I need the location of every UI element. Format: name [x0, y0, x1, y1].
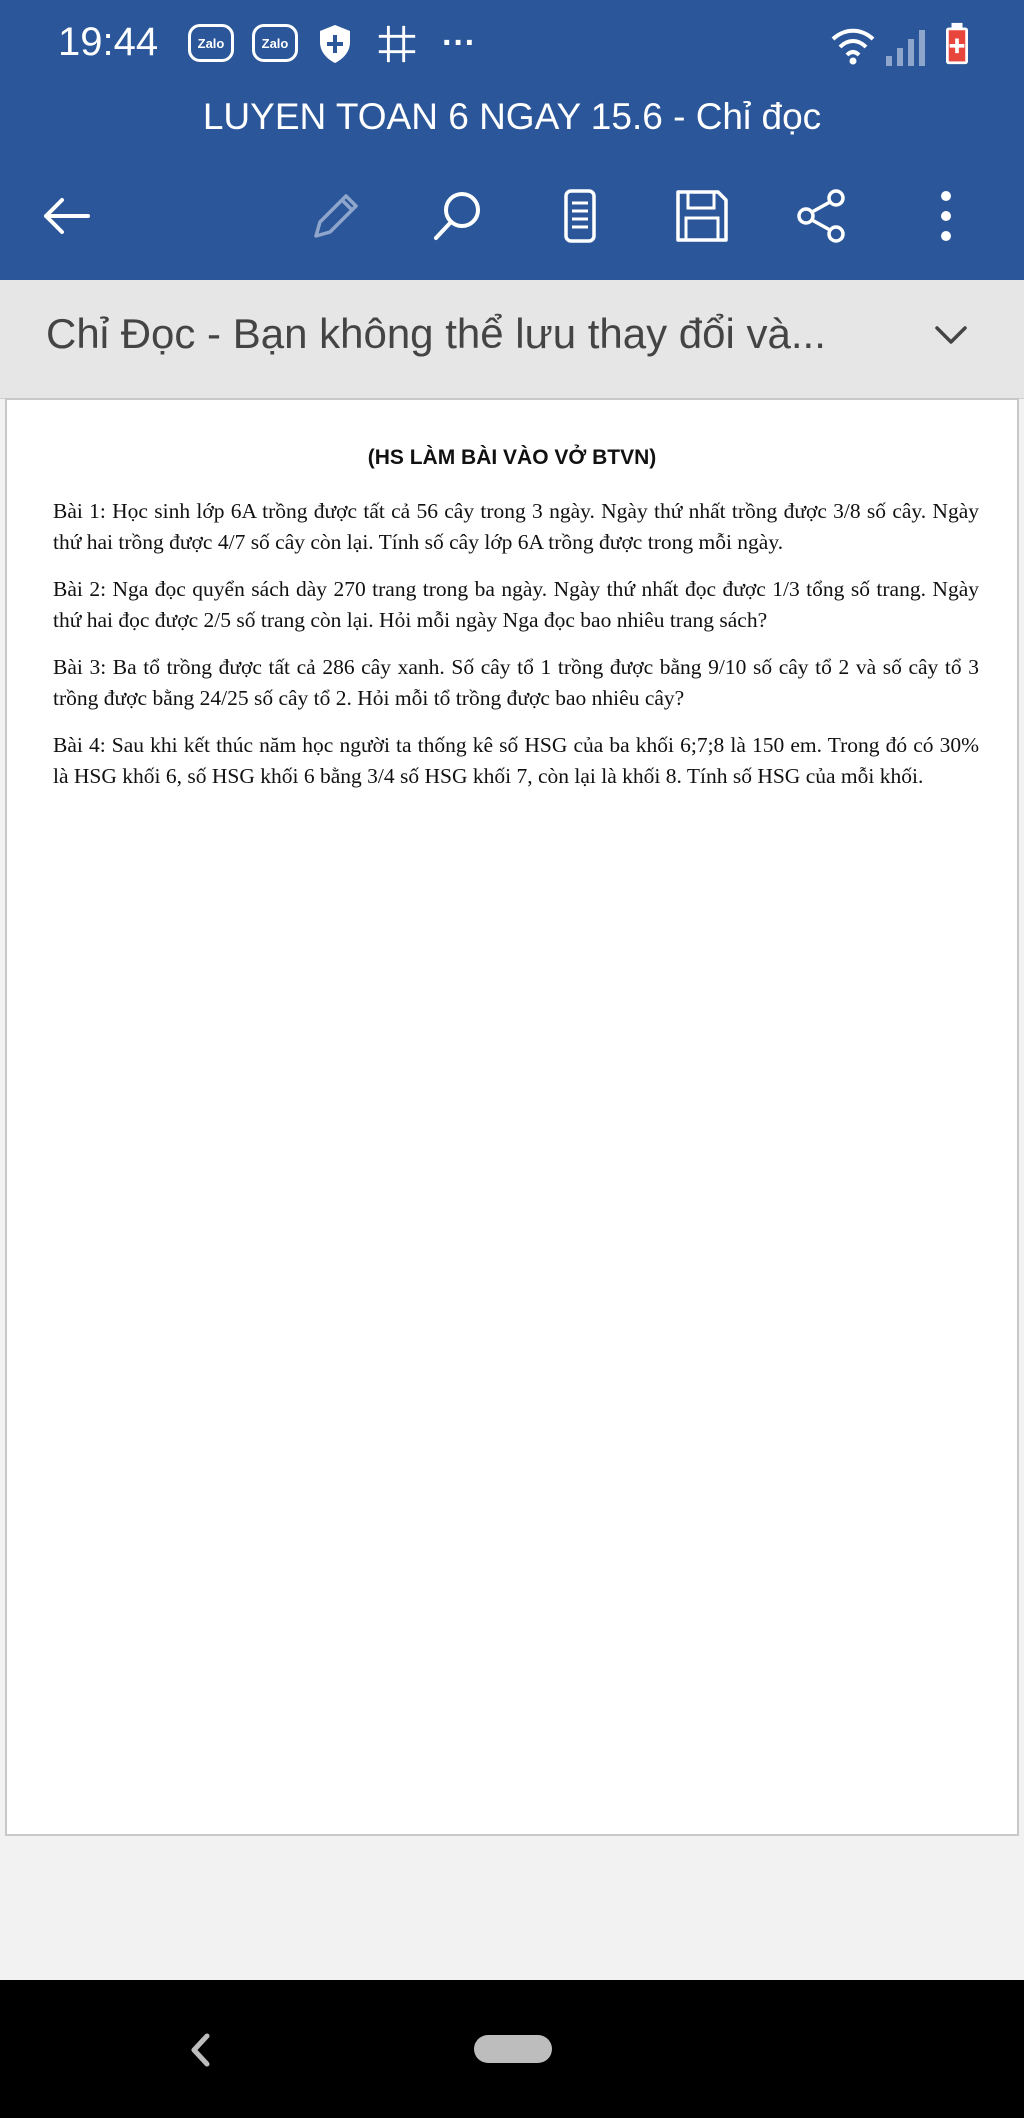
search-button[interactable]	[426, 184, 490, 248]
more-notifications-icon: ···	[442, 24, 476, 62]
shield-icon	[316, 22, 354, 66]
save-button[interactable]	[670, 184, 734, 248]
more-vertical-icon	[916, 186, 976, 246]
reading-view-icon	[550, 186, 610, 246]
system-navigation-bar	[0, 1980, 1024, 2118]
document-page[interactable]	[5, 398, 1019, 1836]
nav-home-pill[interactable]	[474, 2035, 552, 2063]
share-icon	[792, 186, 852, 246]
zalo-notification-icon: Zalo	[252, 24, 298, 62]
exercise-4: Bài 4: Sau khi kết thúc năm học người ta thống kê số HSG của ba khối 6;7;8 là 150 em. Trong đó có 30% là HSG khối 6, số HSG khối 6 bằng 3/4 số HSG khối 7, còn lại là khối 8. Tính số HSG của mỗi khối.	[53, 733, 979, 788]
signal-icon	[884, 26, 928, 70]
app-bar	[0, 0, 1024, 280]
back-arrow-icon	[36, 186, 96, 246]
status-time: 19:44	[58, 20, 159, 64]
read-only-message: Chỉ Đọc - Bạn không thể lưu thay đổi và...	[46, 310, 826, 357]
document-title: LUYEN TOAN 6 NGAY 15.6 - Chỉ đọc	[202, 96, 822, 137]
hashtag-grid-icon	[374, 22, 420, 66]
wifi-icon	[830, 24, 876, 68]
edit-pencil-icon	[304, 186, 364, 246]
search-icon	[428, 186, 488, 246]
status-bar	[0, 0, 1024, 92]
share-button[interactable]	[790, 184, 854, 248]
edit-button[interactable]	[302, 184, 366, 248]
toolbar	[0, 170, 1024, 260]
exercise-2: Bài 2: Nga đọc quyển sách dày 270 trang trong ba ngày. Ngày thứ nhất đọc được 1/3 tổng số trang. Ngày thứ hai đọc được 2/5 số trang còn lại. Hỏi mỗi ngày Nga đọc bao nhiêu trang sách?	[53, 577, 979, 632]
document-heading: (HS LÀM BÀI VÀO VỞ BTVN)	[367, 446, 657, 469]
zalo-notification-icon: Zalo	[188, 24, 234, 62]
exercise-1: Bài 1: Học sinh lớp 6A trồng được tất cả 56 cây trong 3 ngày. Ngày thứ nhất trồng được 3/8 số cây. Ngày thứ hai trồng được 4/7 số cây còn lại. Tính số cây lớp 6A trồng được trong mỗi ngày.	[53, 499, 979, 554]
reading-view-button[interactable]	[548, 184, 612, 248]
more-options-button[interactable]	[914, 184, 978, 248]
save-icon	[672, 186, 732, 246]
back-button[interactable]	[34, 184, 98, 248]
read-only-banner[interactable]	[0, 280, 1024, 399]
exercise-3: Bài 3: Ba tổ trồng được tất cả 286 cây xanh. Số cây tổ 1 trồng được bằng 9/10 số cây tổ 2 và số cây tổ 3 trồng được bằng 24/25 số cây tổ 2. Hỏi mỗi tổ trồng được bao nhiêu cây?	[53, 655, 979, 710]
chevron-down-icon[interactable]	[926, 310, 976, 360]
nav-back-icon[interactable]	[180, 2022, 220, 2078]
battery-charging-icon	[942, 22, 972, 66]
